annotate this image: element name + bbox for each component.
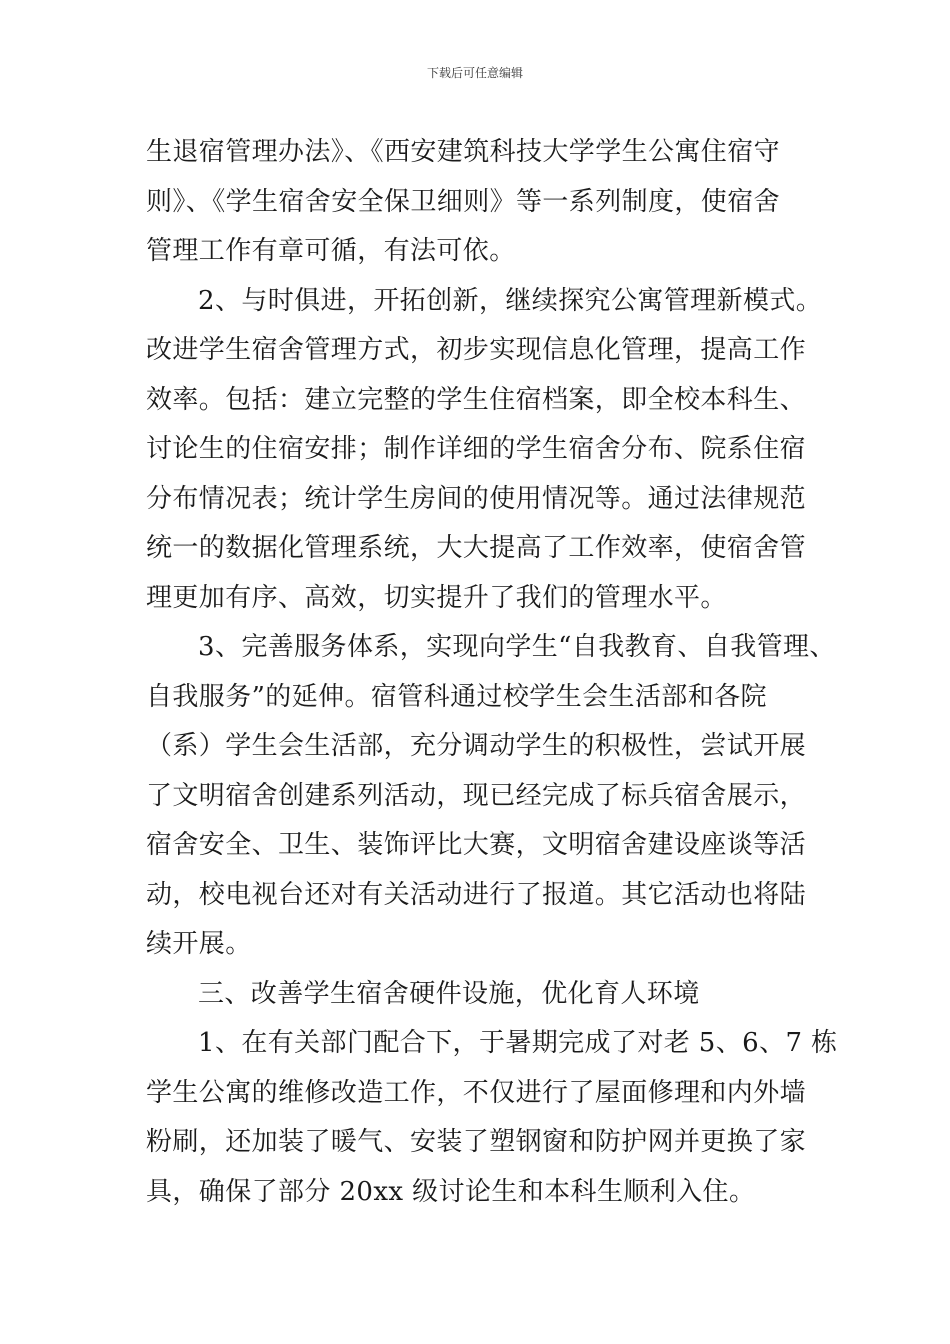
text-line: 管理工作有章可循，有法可依。	[146, 236, 516, 266]
paragraph-start-line: 1、在有关部门配合下，于暑期完成了对老 5、6、7 栋	[198, 1028, 838, 1058]
section-heading: 三、改善学生宿舍硬件设施，优化育人环境	[198, 978, 700, 1009]
text-line: 续开展。	[146, 929, 252, 959]
text-line: 统一的数据化管理系统，大大提高了工作效率，使宿舍管	[146, 533, 807, 563]
paragraph-start-line: 2、与时俱进，开拓创新，继续探究公寓管理新模式。	[198, 285, 823, 316]
page-header: 下载后可任意编辑	[426, 66, 523, 80]
text-line: 了文明宿舍创建系列活动，现已经完成了标兵宿舍展示，	[146, 780, 807, 811]
text-line: （系）学生会生活部，充分调动学生的积极性，尝试开展	[146, 731, 807, 761]
text-line: 效率。包括：建立完整的学生住宿档案，即全校本科生、	[146, 384, 807, 415]
text-line: 讨论生的住宿安排；制作详细的学生宿舍分布、院系住宿	[146, 434, 807, 464]
text-line: 宿舍安全、卫生、装饰评比大赛，文明宿舍建设座谈等活	[146, 830, 807, 860]
text-line: 则》、《学生宿舍安全保卫细则》等一系列制度，使宿舍	[146, 186, 781, 217]
text-line: 改进学生宿舍管理方式，初步实现信息化管理，提高工作	[146, 335, 807, 365]
text-line: 分布情况表；统计学生房间的使用情况等。通过法律规范	[146, 483, 807, 514]
text-line: 自我服务”的延伸。宿管科通过校学生会生活部和各院	[146, 681, 767, 712]
text-line: 生退宿管理办法》、《西安建筑科技大学学生公寓住宿守	[146, 137, 781, 167]
document-body	[146, 128, 838, 1217]
text-line: 粉刷，还加装了暖气、安装了塑钢窗和防护网并更换了家	[146, 1127, 807, 1157]
text-line: 动，校电视台还对有关活动进行了报道。其它活动也将陆	[146, 879, 807, 910]
paragraph-start-line: 3、完善服务体系，实现向学生“自我教育、自我管理、	[198, 632, 836, 662]
text-line: 具，确保了部分 20xx 级讨论生和本科生顺利入住。	[146, 1176, 756, 1207]
text-line: 学生公寓的维修改造工作，不仅进行了屋面修理和内外墙	[146, 1077, 807, 1108]
text-line: 理更加有序、高效，切实提升了我们的管理水平。	[146, 582, 727, 613]
